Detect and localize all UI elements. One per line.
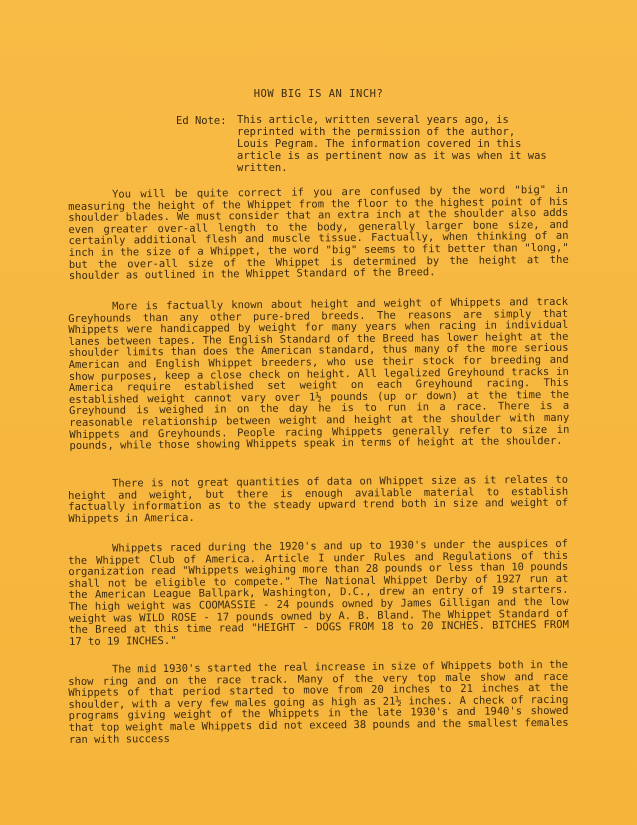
paragraph: Whippets raced during the 1920's and up to 1930's under the auspices of the Whippet Club of America. Article I under Rules and Regulations of this organization read "Whippets weighing more than 28 pounds or less than 10 pounds shall not be eligible to compete." The National Whippet Derby of 1927 run at the American League Ballpark, Washington, D.C., drew an entry of 19 starters. The high weight was COOMASSIE - 24 pounds owned by James Gilligan and the low weight was WILD ROSE - 17 pounds owned by A. B. Bland. The Whippet Standard of the Breed at this time read "HEIGHT - DOGS FROM 18 to 20 INCHES. BITCHES FROM 17 to 19 INCHES." <box>68 537 569 648</box>
ed-note-text: This article, written several years ago, is reprinted with the permission of the author, Louis Pegram. The information covered in this article is as pertinent now as it was when it was written. <box>237 114 547 174</box>
paragraph: More is factually known about height and weight of Whippets and track Greyhounds than any other pure-bred breeds. The reasons are simply that Whippets were handicapped by weight for many years when racing in individual lanes between tapes. The English Standard of the Breed has lower height at the shoulder limits than does the American standard, thus many of the more serious American and English Whippet breeders, who use their stock for breeding and show purposes, keep a close check on height. All legalized Greyhound tracks in America require established set weight on each Greyhound racing. This established weight cannot vary over 1½ pounds (up or down) at the time the Greyhound is weighed in on the day he is to run in a race. There is a reasonable relationship between weight and height at the shoulder with many Whippets and Greyhounds. People racing Whippets generally refer to size in pounds, while those showing Whippets speak in terms of height at the shoulder. <box>68 295 570 453</box>
paragraph: You will be quite correct if you are confused by the word "big" in measuring the height of the Whippet from the floor to the highest point of his shoulder blades. We must consider that an extra inch at the shoulder also adds even greater over-all length to the body, generally larger bone size, and certainly additional flesh and muscle tissue. Factually, when thinking of an inch in the size of a Whippet, the word "big" seems to fit better than "long," but the over-all size of the Whippet is determined by the height at the shoulder as outlined in the Whippet Standard of the Breed. <box>68 183 569 283</box>
ed-note-label: Ed Note: <box>176 115 227 127</box>
paragraph: The mid 1930's started the real increase in size of Whippets both in the show ring and on the race track. Many of the very top male show and race Whippets of that period started to move from 20 inches to 21 inches at the shoulder, with a very few males going as high as 21½ inches. A check of racing programs giving weight of the Whippets in the late 1930's and 1940's showed that top weight male Whippets did not exceed 38 pounds and the smallest females ran with success <box>68 658 569 746</box>
page-title: HOW BIG IS AN INCH? <box>253 88 384 100</box>
paragraph: There is not great quantities of data on Whippet size as it relates to height and weight, but there is enough available material to establish factually information as to the steady upward trend both in size and weight of Whippets in America. <box>68 473 569 525</box>
